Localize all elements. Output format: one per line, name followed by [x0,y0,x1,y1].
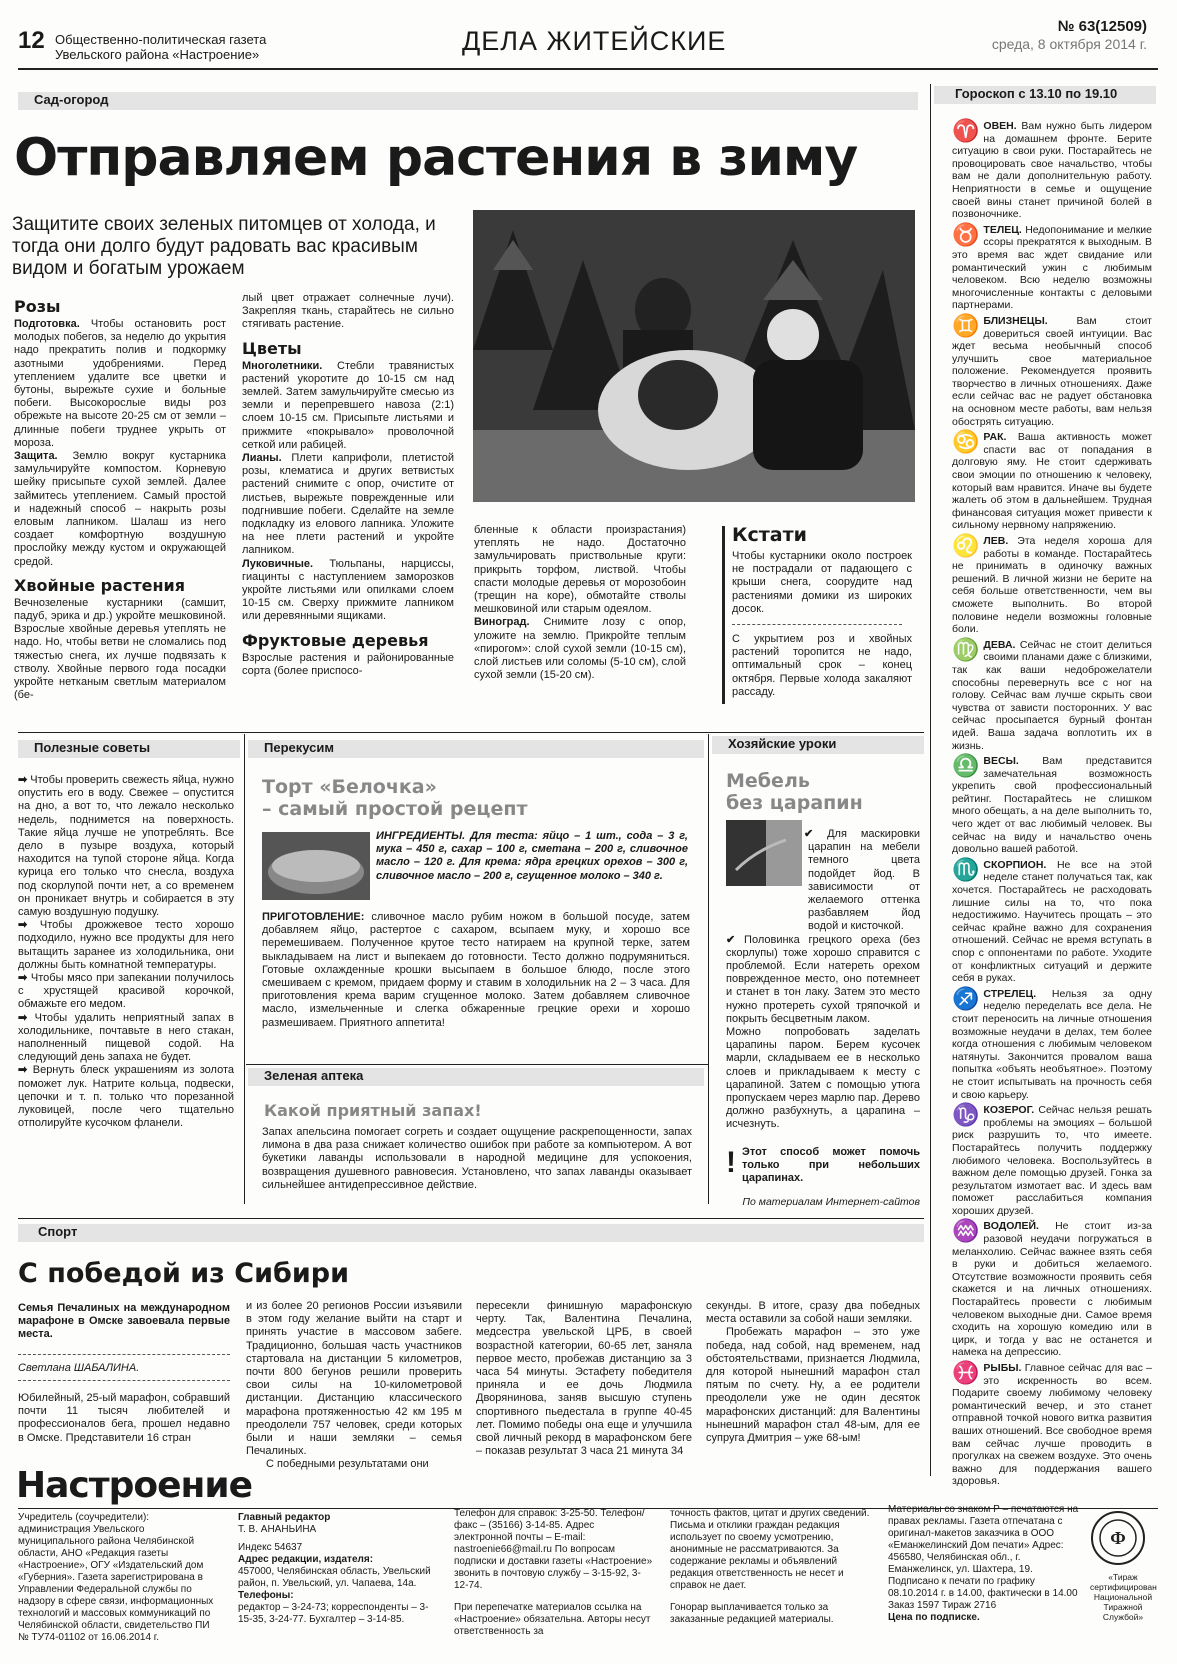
sign-text: Вам стоит довериться своей интуиции. Вас ждет весьма необычный способ улучшить свое материальное положение. Рекомендуется проявить творчество в личных отношениях. Даже если сейчас вас не радует обстановка на основном месте работы, вам нельзя обострять ситуацию. [952,314,1152,428]
subhead-roses: Розы [14,297,61,316]
aries-icon: ♈ [952,118,980,143]
sign-name: ВЕСЫ. [983,755,1019,768]
roses-protect [14,450,226,569]
section-title: ДЕЛА ЖИТЕЙСКИЕ [462,26,727,56]
issue-date: среда, 8 октября 2014 г. [991,36,1147,52]
virgo-icon: ♍ [952,636,980,662]
printing-text: Материалы со знаком Р – печатаются на правах рекламы. Газета отпечатана с оригинал-макетов заказчика в ООО «Еманжелинский Дом печати» Адрес: 456580, Челябинская обл., г. Еманжелинск, ул. Шахтера, 19. Подписано к печати по графику 08.10.2014 г. в 14.00, фактически в 14.00 Заказ 1597 Тираж 2716 [888,1504,1079,1611]
tips-rubric: Полезные советы [34,740,151,755]
footer-founders: Учредитель (соучредители): администрация Увельского муниципального района Челябинской области, АНО «Редакция газеты «Настроение», ОГУ «Издательский дом «Губерния». Газета зарегистрирована в Управлении Федеральной службы по надзору в сфере связи, информационных технологий и массовых коммуникаций по Челябинской области, свидетельство ПИ № ТУ74-01102 от 16.06.2014 г. [18,1512,214,1643]
lianas-text [242,452,454,558]
svg-text:Ф: Ф [1110,1528,1126,1548]
lead-text: Защитите своих зеленых питомцев от холода, и тогда они долго будут радовать вас красивым видом и богатым урожаем [12,214,436,279]
sign-sagittarius [952,985,1152,1101]
horoscope-title: Гороскоп с 13.10 по 19.10 [955,86,1118,101]
footer-logo: Настроение [16,1465,253,1506]
sign-text: Сейчас не стоит делиться своими планами даже с близкими, так как ваши недоброжелатели способны перевернуть все с ног на голову. Сейчас вам лучше скрыть свои чувства от зависти посторонних. У вас сейчас просыпается бурный фонтан идей. Ваша задача воплотить их в жизнь. [952,638,1152,752]
cake-title-line1: Торт «Белочка» [262,776,437,798]
tip-item [18,919,234,972]
furniture-p2-text: Половинка грецкого ореха (без скорлупы) тоже хорошо справится с проблемой. Если натереть орехом поврежденное место, оно потемнеет и станет в тон лаку. Затем это место нужно протереть сухой тряпочкой и покрыть бесцветным лаком. [726,933,920,1025]
sport-rubric: Спорт [38,1224,78,1239]
scorpio-icon: ♏ [952,856,980,882]
sport-author: Светлана ШАБАЛИНА. [18,1362,140,1374]
footer-printing [888,1504,1084,1624]
sport-lead-divider [18,1354,230,1355]
sport-col2-p1: и из более 20 регионов России изъявили в этом году желание выйти на старт и принять участие в массовом забеге. Традиционно, большая часть участников стартовала на дистанции 5 километров, почти 800 бегунов решили проверить свои силы на 10-километровой дистанции. Дистанцию классического марафона протяженностью 42 км 195 м преодолели 757 человек, среди которых были и наши земляки – семья Печалиных. [246,1300,462,1458]
address-text: 457000, Челябинская область, Увельский район, п. Увельский, ул. Чапаева, 14а. [238,1566,431,1589]
sport-col2-p2: С победными результатами они [266,1458,429,1471]
arrow-right-icon: ➡ [18,919,40,932]
prep-label: ПРИГОТОВЛЕНИЕ: [262,911,365,923]
horoscope-list [952,120,1152,1491]
sign-name: БЛИЗНЕЦЫ. [983,314,1048,327]
cake-preparation [262,911,690,1030]
kstati-rule [722,526,725,704]
checkmark-icon: ✔ [726,933,745,946]
taurus-icon: ♉ [952,221,980,247]
tip-text: Чтобы дрожжевое тесто хорошо подходило, нужно все продукты для него вытащить заранее из холодильника, они должны быть комнатной температуры. [18,919,235,971]
furniture-title-line2: без царапин [726,792,863,814]
sign-text: Не все на этой неделе станет получаться так, как хочется. Постарайтесь не расходовать лишние силы на то, что пока недостижимо. Научитесь прощать – это сейчас крайне важно для сохранения отношений. Сейчас не время вступать в спор с оппонентами по работе. Уходите от конфликтных ситуаций и держите себя в руках. [952,858,1152,985]
furniture-p1 [726,828,920,934]
garden-photo-image [473,210,915,502]
furniture-text [726,828,920,1132]
sport-headline: С победой из Сибири [18,1258,350,1289]
circulation-seal [1090,1510,1156,1622]
sign-gemini [952,312,1152,428]
sign-leo [952,535,1152,636]
rubric-garden: Сад-огород [34,92,109,107]
tip-text: Вернуть блеск украшениям из золота поможет лук. Натрите кольца, подвески, цепочки и т. п. только что порезанной луковицей, после чего тщательно отполируйте кусочком фланели. [18,1064,234,1130]
sport-col1: Юбилейный, 25-ый марафон, собравший почти 11 тысяч любителей и профессионалов бега, прошел недавно в Омске. Представители 16 стран [18,1392,230,1444]
sign-name: СТРЕЛЕЦ. [983,987,1037,1000]
paper-name-line1: Общественно-политическая газета [55,32,267,47]
cake-title [262,776,527,820]
sign-name: РЫБЫ. [983,1362,1022,1374]
sign-name: ДЕВА. [983,638,1016,651]
footer-editorial [238,1512,438,1626]
sign-name: ОВЕН. [983,120,1017,132]
lianas-body: Плети каприфоли, плетистой розы, клематиса и других ветвистых растений снимите с опор, очистите от листьев, вырежьте поврежденные или подгнившие побеги. Сделайте на земле подкладку из елового лапника. Уложите на нее плети растений и укройте лапником. [242,452,454,557]
subscription-index: Индекс 54637 [238,1542,303,1553]
sign-text: Эта неделя хороша для работы в команде. Постарайтесь не принимать в одиночку важных решений. В личной жизни не берите на себя больше ответственности, чем вы сможете выполнить. Во второй половине недели возможны головные боли. [952,535,1152,636]
tip-text: Чтобы проверить свежесть яйца, нужно опустить его в воду. Свежее – опустится на дно, а вот то, что лежало несколько недель, поднимется на поверхность. Такие яйца лучше не употреблять. Все дело в пузыре воздуха, который находится на тупой стороне яйца. Когда курица его только что снесла, воздуха под скорлупой почти нет, а со временем он проникает внутрь и собирается в эту самую воздушную подушку. [18,774,234,919]
roses-prep-label: Подготовка. [14,318,80,330]
subhead-conifers: Хвойные растения [14,575,186,595]
sport-author-divider [18,1380,230,1381]
page-number: 12 [18,27,45,54]
fruit-trees-text: Взрослые растения и районированные сорта (более приспосо- [242,651,454,677]
sign-name: ЛЕВ. [983,535,1009,547]
roses-protect-label: Защита. [14,450,58,463]
honorarium-text: Гонорар выплачивается только за заказанные редакцией материалы. [670,1602,834,1625]
footer-responsibility [670,1508,870,1626]
main-col2 [242,292,454,678]
editor-label: Главный редактор [238,1512,331,1523]
kstati-box [732,524,912,699]
sign-text: Не стоит из-за разовой неудачи погружаться в меланхолию. Сейчас важнее взять себя в руки и добиться желаемого. Отсутствие возможности проявить себя скажется и на личных отношениях. Постарайтесь провести с любимым человеком выходные дни. Самое время сходить на хорошую комедию или в цирк, и тогда у вас не останется и намека на депрессию. [952,1220,1152,1359]
roses-prep-text: Чтобы остановить рост молодых побегов, за неделю до укрытия надо прекратить полив и подкормку азотными удобрениями. Перед утеплением удалите все цветки и бутоны, вырежьте сухие и больные побеги. Высокорослые виды роз обрежьте на высоте 20-25 см от земли – длинные побеги труднее укрыть от мороза. [14,318,226,449]
kstati-text1: Чтобы кустарники около построек не пострадали от падающего с крыши снега, соорудите над растениями домики из широких досок. [732,550,912,615]
sign-text: Главное сейчас для вас – это искренность во всем. Подарите своему любимому человеку романтический вечер, и это станет отправной точкой нового витка развития ваших отношений. Все свободное время вам сейчас лучше проводить в прогулках на свежем воздухе. Это очень важно для поддержания вашего здоровья. [952,1362,1152,1488]
furniture-title-line1: Мебель [726,770,810,792]
grapes-label: Виноград. [474,616,530,629]
seal-caption: «Тираж сертифицирован Национальной Тиражной Службой» [1090,1572,1157,1622]
exclamation-icon: ! [726,1146,736,1179]
pharmacy-title: Какой приятный запах! [264,1101,482,1120]
sign-capricorn [952,1104,1152,1217]
cake-ingredients: ИНГРЕДИЕНТЫ. Для теста: яйцо – 1 шт., сода – 3 г, мука – 450 г, сахар – 100 г, сметана – 200 г, сливочное масло – 120 г. Для крема: ядра грецких орехов – 300 г, сливочное масло – 200 г, сгущенное молоко – 340 г. [376,830,688,882]
cancer-icon: ♋ [952,429,980,455]
pisces-icon: ♓ [952,1360,980,1385]
circulation-seal-icon [1090,1510,1146,1566]
sport-rule [18,1218,924,1219]
arrow-right-icon: ➡ [18,1011,35,1024]
sign-name: ВОДОЛЕЙ. [983,1220,1039,1233]
perennials-body: Стебли травянистых растений укоротите до 10-15 см над землей. Затем замульчируйте смесью из земли и перепревшего навоза (2:1) слоем 10-15 см. Присыпьте листьями и прижмите «покрывало» проволочной сеткой или рабицей. [242,359,454,451]
checkmark-icon: ✔ [804,828,828,840]
lianas-label: Лианы. [242,452,282,465]
arrow-right-icon: ➡ [18,972,31,985]
pharmacy-rule [246,1064,708,1065]
libra-icon: ♎ [952,753,980,779]
prep-text: сливочное масло рубим ножом в большой посуде, затем добавляем яйцо, растертое с сахаром, всыпаем муку, и хорошо все перемешиваем. Полученное крутое тесто натираем на крупной терке, затем выкладываем на лист и выпекаем до готовности. Тесто должно подрумяниться. Готовые охлажденные крошки высыпаем в большое блюдо, после этого смешиваем с кремом, придаем форму и ставим в холодильник на 2 – 3 часа. Для приготовления крема варим сгущенное молоко. Затем добавляем сливочное масло, измельченные и слегка обжаренные грецкие орехи и хорошо размешиваем. Приятного аппетита! [262,911,690,1029]
sport-col4-p2: Пробежать марафон – это уже победа, над собой, над временем, над обстоятельствами, признается Людмила, для которой нынешний марафон стал пятым по счету. Ну, а ее родители преодолели уже не один десяток марафонских дистанций: для Валентины нынешний марафон стал 48-ым, для ее супруга Дмитрия – уже 68-ым! [706,1326,920,1445]
col3-cont: бленные к области произрастания) утеплять не надо. Достаточно замульчировать приствольные круги: прикрыть торфом, листвой. Чтобы спасти молодые деревья от морозобоин (трещин на коре), обмотайте стволы мешковиной или старым одеялом. [474,524,686,616]
tip-item [18,972,234,1012]
sign-name: СКОРПИОН. [983,858,1047,871]
sport-band [18,1224,924,1242]
tip-text: Чтобы удалить неприятный запах в холодильнике, почтавьте в него стакан, наполненный пищевой содой. На следующий день запаха не будет. [18,1011,234,1064]
tips-divider [244,734,245,1204]
furniture-warning-text: Этот способ может помочь только при небольших царапинах. [742,1146,920,1185]
sign-text: Недопонимание и мелкие ссоры прекратятся к выходным. В это время вас ждет свидание или романтический ужин с любимым человеком. Всю неделю возможны многочисленные контакты с деловыми партнерами. [952,223,1152,312]
gemini-icon: ♊ [952,312,980,338]
tip-item [18,774,234,919]
household-rubric: Хозяйские уроки [728,736,837,751]
garden-photo [473,210,915,502]
pharmacy-rubric: Зеленая аптека [264,1068,364,1083]
roses-protect-text: Землю вокруг кустарника замульчируйте компостом. Корневую шейку присыпьте сухой землей. Далее займитесь утеплением. Самый простой и надежный способ – накрыть розы еловым лапником. Шалаш из него создает комфортную воздушную прослойку между кустом и окружающей средой. [14,450,226,568]
sign-text: Нельзя за одну неделю переделать все дела. Не стоит переносить на личные отношения возможные неудачи в делах, тем более когда отношения с любимым человеком натянуты. Закончится провалом ваша попытка «объять необъятное». Поэтому не стоит испытывать на прочность себя и свою карьеру. [952,987,1152,1101]
snack-rubric: Перекусим [264,740,334,755]
cake-photo-image [262,832,370,900]
col2-cont: лый цвет отражает солнечные лучи). Закрепляя ткань, старайтесь не сильно стягивать растение. [242,292,454,331]
sagittarius-icon: ♐ [952,985,980,1011]
main-col3 [474,524,686,682]
pharmacy-text: Запах апельсина помогает согреть и создает ощущение раскрепощенности, запах лимона в два раза снижает количество ошибок при работе за компьютером. А вот букетики лаванды использовали в народной медицине для успокоения, возвращения душевного равновесия. Установлено, что запах лаванды оказывает сильнейшее антидепрессивное действие. [262,1126,692,1191]
sport-col4 [706,1300,920,1445]
sign-cancer [952,431,1152,532]
subhead-flowers: Цветы [242,338,302,358]
bulbs-body: Тюльпаны, нарциссы, гиацинты с наступлением заморозков укройте листьями или опилками слоем 10-15 см. Сверху прижмите лапником или деревянными ящиками. [242,557,454,623]
perennials-text [242,360,454,452]
header-rule [18,68,1158,70]
cake-photo [262,832,370,900]
subhead-fruit-trees: Фруктовые деревья [242,630,429,650]
sport-col4-p1: секунды. В итоге, сразу два победных места оставили за собой наши земляки. [706,1300,920,1326]
kstati-title: Кстати [732,524,807,546]
bulbs-text [242,558,454,624]
furniture-p1-text: Для маскировки царапин на мебели темного цвета подойдет йод. В зависимости от желаемого оттенка разбавляем йод водой и кисточкой. [808,828,920,933]
tips-list [18,774,234,1130]
perennials-label: Многолетники. [242,359,323,372]
sign-text: Вам представится замечательная возможность укрепить свой профессиональный рейтинг. Постарайтесь не слишком много обещать, а на деле выполнить то, чего ждет от вас любимый человек. Вы сейчас на виду и начальство очень довольно вашей работой. [952,755,1152,856]
conifers-text: Вечнозеленые кустарники (самшит, падуб, эрика и др.) укройте мешковиной. Взрослые хвойные деревья утеплять не надо. Но, чтобы ветви не сломались под тяжестью снега, их лучше подвязать к стволу. Хвойные первого года посадки укройте нетканым светлым материалом (бе- [14,596,226,702]
horoscope-divider [930,84,931,1476]
roses-prep [14,318,226,450]
sport-col3: пересекли финишную марафонскую черту. Так, Валентина Печалина, медсестра увельской ЦРБ, в своей возрастной категории, 60-65 лет, заняла первое место, пробежав дистанцию за 3 часа 54 минуты. Эстафету победителя приняла и ее дочь Людмила Дворянинова, заняв высшую ступень спортивного пьедестала в группе 40-45 лет. Помимо победы она еще и улучшила свой личный рекорд в марафонском беге – показав результат 3 часа 21 минута 34 [476,1300,692,1458]
address-label: Адрес редакции, издателя: [238,1554,374,1565]
accuracy-text: точность фактов, цитат и других сведений. Письма и отклики граждан редакция использует по своему усмотрению, анонимные не рассматриваются. За содержание рекламы и объявлений редакция ответственность не несет и справок не дает. [670,1508,870,1591]
sign-text: Вам нужно быть лидером на домашнем фронте. Берите ситуацию в свои руки. Постарайтесь не провоцировать свое начальство, чтобы вам не дали дополнительную работу. Неприятности в семье и ощущение своей вины станет причиной болей в позвоночнике. [952,120,1152,221]
sign-text: Ваша активность может спасти вас от попадания в долговую яму. Не стоит сдерживать свои эмоции по отношению к человеку, который вам нравится. Иначе вы будете жалеть об этом в дальнейшем. Трудная финансовая ситуация может привести к сильному нервному напряжению. [952,431,1152,532]
kstati-text2: С укрытием роз и хвойных растений торопится не надо, оптимальный срок – конец октября. Первые холода закаляют рассаду. [732,633,912,698]
footer-contacts [454,1508,654,1638]
sign-name: РАК. [983,431,1007,444]
phones-text: редактор – 3-24-73; корреспонденты – 3-15-35, 3-24-77. Бухгалтер – 3-14-85. [238,1602,429,1625]
leo-icon: ♌ [952,533,980,558]
tip-item [18,1012,234,1065]
main-headline: Отправляем растения в зиму [14,128,858,188]
sign-aries [952,120,1152,221]
furniture-source: По материалам Интернет-сайтов [742,1196,920,1208]
sign-taurus [952,221,1152,312]
sign-text: Сейчас нельзя решать проблемы на эмоциях – большой риск разрушить то, что имеете. Постарайтесь получить поддержку любимого человека. Воспользуйтесь в важном деле помощью друзей. Гонка за результатом измотает вас. И здесь вам поможет расслабиться компания хороших друзей. [952,1104,1152,1217]
tip-item [18,1064,234,1130]
grapes-body: Снимите лозу с опор, уложите на землю. Прикройте теплым «пирогом»: слой сухой земли (10-15 см), слой листьев или соломы (5-10 см), слой сухой земли (15-20 см). [474,616,686,682]
issue-number: № 63(12509) [1057,18,1147,35]
arrow-right-icon: ➡ [18,774,31,786]
paper-name-line2: Увельского района «Настроение» [55,47,260,62]
sport-col2 [246,1300,462,1472]
tip-text: Чтобы мясо при запекании получилось с хрустящей красивой корочкой, обмажьте его медом. [18,972,234,1011]
sign-aquarius [952,1220,1152,1359]
sign-pisces [952,1362,1152,1488]
phones-label: Телефоны: [238,1590,294,1601]
main-col1 [14,296,226,702]
middle-strip-rule [18,732,924,733]
sign-name: КОЗЕРОГ. [983,1104,1035,1117]
arrow-right-icon: ➡ [18,1064,33,1077]
furniture-p2 [726,934,920,1026]
sport-lead: Семья Печалиных на международном марафоне в Омске завоевала первые места. [18,1302,230,1341]
reprint-text: При перепечатке материалов ссылка на «Настроение» обязательна. Авторы несут ответственность за [454,1602,651,1637]
cake-title-line2: – самый простой рецепт [262,798,528,820]
sign-scorpio [952,856,1152,985]
aquarius-icon: ♒ [952,1218,980,1244]
kstati-divider [732,624,902,625]
rubric-band [18,92,918,110]
furniture-warning [726,1146,920,1186]
capricorn-icon: ♑ [952,1102,980,1128]
price-text: Цена по подписке. [888,1612,980,1623]
household-divider [708,734,709,1204]
furniture-title [726,770,863,814]
sign-name: ТЕЛЕЦ. [983,223,1022,236]
furniture-p3-text: Можно попробовать заделать царапины паром. Берем кусочек марли, складываем ее в несколько слоев и прикладываем к месту с царапиной. Затем с помощью утюга пропускаем через марлю пар. Дерево должно разбухнуть, а царапина – исчезнуть. [726,1026,920,1131]
sign-virgo [952,636,1152,752]
editor-name: Т. В. АНАНЬИНА [238,1524,317,1535]
grapes-text [474,616,686,682]
furniture-p3 [726,1026,920,1132]
sign-libra [952,755,1152,856]
bulbs-label: Луковичные. [242,557,314,570]
contacts-text: Телефон для справок: 3-25-50. Телефон/факс – (35166) 3-14-85. Адрес электронной почты – E-mail: nastroenie66@mail.ru По вопросам подписки и доставки газеты «Настроение» звонить в почтовую службу – 3-15-92, 3-12-74. [454,1508,653,1591]
